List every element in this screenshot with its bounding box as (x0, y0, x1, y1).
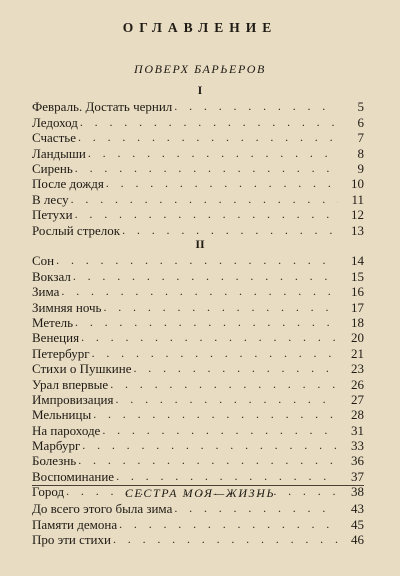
toc-entry-page: 5 (357, 99, 364, 115)
dot-leader (78, 453, 338, 468)
dot-leader (75, 161, 338, 176)
toc-entry (32, 315, 364, 330)
toc-entry-title: Стихи о Пушкине (32, 361, 132, 377)
dot-leader (102, 423, 338, 438)
toc-entry (32, 145, 364, 160)
toc-entry-title: Сирень (32, 160, 73, 176)
toc-entry (32, 392, 364, 407)
toc-entry-page: 36 (351, 453, 364, 469)
dot-leader (56, 253, 338, 268)
toc-entry-page: 8 (357, 145, 364, 161)
dot-leader (88, 146, 338, 161)
dot-leader (106, 176, 338, 191)
toc-entry (32, 176, 364, 191)
toc-entry (32, 501, 364, 516)
toc-entry (32, 516, 364, 531)
toc-entry-title: Зимняя ночь (32, 299, 102, 315)
dot-leader (122, 223, 338, 238)
toc-entry (32, 468, 364, 483)
toc-entry-page: 17 (351, 299, 364, 315)
toc-entry-page: 10 (351, 176, 364, 192)
toc-entry-title: Памяти демона (32, 516, 118, 532)
toc-entry-page: 43 (351, 501, 364, 517)
toc-entry-page: 18 (351, 314, 364, 330)
toc-entry (32, 284, 364, 299)
toc-entry-page: 7 (357, 130, 364, 146)
toc-list-part-2 (32, 253, 364, 499)
toc-entry-page: 6 (357, 114, 364, 130)
toc-entry-page: 12 (351, 207, 364, 223)
dot-leader (134, 361, 339, 376)
dot-leader (110, 377, 338, 392)
dot-leader (71, 192, 338, 207)
toc-entry-title: Рослый стрелок (32, 222, 121, 238)
toc-entry (32, 253, 364, 268)
toc-entry-title: Город (32, 484, 65, 500)
toc-entry-title: Февраль. Достать чернил (32, 99, 173, 115)
toc-entry (32, 114, 364, 129)
toc-entry-page: 15 (351, 268, 364, 284)
toc-list-section-2 (32, 501, 364, 547)
toc-entry-page: 26 (351, 376, 364, 392)
toc-entry-page: 14 (351, 253, 364, 269)
toc-entry (32, 345, 364, 360)
dot-leader (80, 115, 338, 130)
dot-leader (119, 517, 338, 532)
toc-entry-title: В лесу (32, 191, 69, 207)
toc-entry (32, 191, 364, 206)
toc-entry (32, 99, 364, 114)
toc-entry (32, 161, 364, 176)
toc-entry (32, 532, 364, 547)
dot-leader (174, 99, 338, 114)
toc-entry-title: Марбург (32, 438, 81, 454)
toc-entry (32, 130, 364, 145)
dot-leader (78, 130, 338, 145)
toc-entry-page: 46 (351, 532, 364, 548)
dot-leader (82, 438, 338, 453)
toc-entry-title: Сон (32, 253, 55, 269)
toc-entry-title: Ледоход (32, 114, 78, 130)
toc-entry (32, 407, 364, 422)
toc-entry-title: Про эти стихи (32, 532, 111, 548)
toc-entry-page: 28 (351, 407, 364, 423)
section-title-sestra-moya-zhizn: СЕСТРА МОЯ—ЖИЗНЬ (124, 486, 276, 500)
toc-entry-page: 33 (351, 438, 364, 454)
toc-entry (32, 330, 364, 345)
toc-entry-title: Зима (32, 284, 60, 300)
toc-entry-page: 38 (351, 484, 364, 500)
toc-entry (32, 376, 364, 391)
toc-entry-title: Мельницы (32, 407, 92, 423)
toc-entry-page: 16 (351, 284, 364, 300)
toc-entry-title: Петухи (32, 207, 73, 223)
toc-list-part-1 (32, 99, 364, 238)
dot-leader (113, 532, 338, 547)
toc-entry-page: 37 (351, 468, 364, 484)
part-numeral-1: I (197, 83, 203, 97)
toc-entry-title: Урал впервые (32, 376, 109, 392)
dot-leader (81, 330, 338, 345)
dot-leader (116, 469, 338, 484)
toc-entry-title: Счастье (32, 130, 76, 146)
dot-leader (174, 501, 338, 516)
toc-entry-title: До всего этого была зима (32, 501, 173, 517)
toc-entry-page: 20 (351, 330, 364, 346)
toc-entry-page: 13 (351, 222, 364, 238)
toc-entry-title: Венеция (32, 330, 80, 346)
toc-entry-title: Болезнь (32, 453, 77, 469)
toc-entry-page: 9 (357, 160, 364, 176)
dot-leader (103, 300, 338, 315)
toc-entry-page: 21 (351, 345, 364, 361)
toc-entry (32, 438, 364, 453)
toc-entry (32, 361, 364, 376)
toc-entry-page: 45 (351, 516, 364, 532)
toc-entry-title: На пароходе (32, 422, 101, 438)
toc-entry-title: Ландыши (32, 145, 86, 161)
toc-entry-title: Воспоминание (32, 468, 115, 484)
toc-entry (32, 453, 364, 468)
toc-entry-page: 31 (351, 422, 364, 438)
toc-entry-page: 11 (351, 191, 364, 207)
toc-entry-title: Метель (32, 314, 74, 330)
toc-entry-page: 23 (351, 361, 364, 377)
toc-entry (32, 207, 364, 222)
dot-leader (93, 407, 338, 422)
dot-leader (61, 284, 338, 299)
toc-entry (32, 268, 364, 283)
toc-entry-title: Петербург (32, 345, 90, 361)
toc-entry-title: Импровизация (32, 391, 114, 407)
toc-entry (32, 422, 364, 437)
section-title-poverkh-barerov: ПОВЕРХ БАРЬЕРОВ (134, 62, 266, 76)
dot-leader (75, 207, 338, 222)
part-numeral-2: II (195, 237, 205, 251)
toc-entry-title: Вокзал (32, 268, 71, 284)
dot-leader (75, 315, 338, 330)
dot-leader (92, 346, 338, 361)
dot-leader (115, 392, 338, 407)
page-title: ОГЛАВЛЕНИЕ (122, 20, 278, 35)
toc-entry-title: После дождя (32, 176, 104, 192)
toc-entry (32, 222, 364, 237)
toc-entry-page: 27 (351, 391, 364, 407)
dot-leader (73, 269, 338, 284)
toc-entry (32, 299, 364, 314)
